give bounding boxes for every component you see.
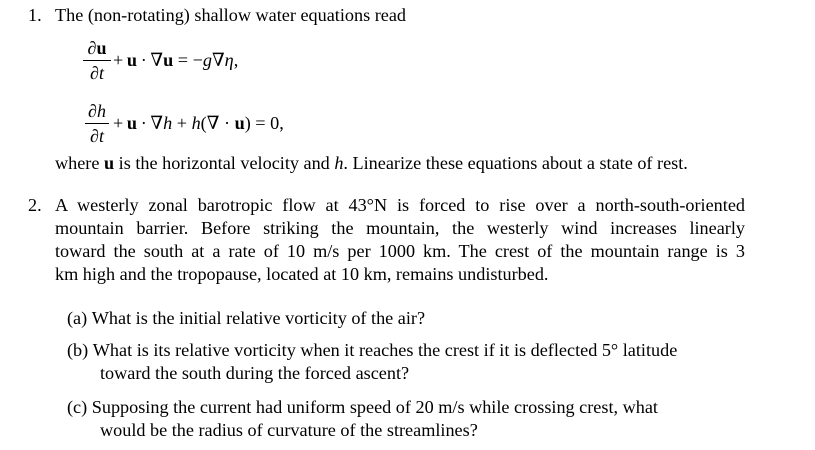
where-h: h — [334, 153, 344, 173]
problem-1-number: 1. — [28, 5, 42, 25]
part-b-continuation: toward the south during the forced ascent? — [100, 363, 410, 383]
equation-1-denominator: ∂t — [90, 63, 104, 83]
equation-2-rhs — [113, 111, 284, 135]
problem-2-text: mountain barrier. Before striking the mountain, the westerly wind increases linearly — [55, 218, 745, 238]
part-c — [67, 395, 658, 419]
eq2-dot: · — [140, 113, 147, 133]
problem-1-intro: The (non-rotating) shallow water equations read — [55, 5, 406, 25]
part-a — [67, 306, 425, 330]
problem-2-line: km high and the tropopause, located at 10 km, remains undisturbed. — [55, 264, 549, 284]
problem-2-number: 2. — [28, 195, 42, 215]
eq1-u2: u — [163, 50, 174, 70]
fraction-bar — [85, 123, 109, 124]
problem-2-text: toward the south at a rate of 10 m/s per 1000 km. The crest of the mountain range is 3 — [55, 241, 745, 261]
eq1-num-text: ∂u — [87, 38, 107, 58]
problem-2-line — [55, 239, 745, 263]
problem-1-instruction — [55, 151, 688, 175]
fraction-bar — [83, 60, 111, 61]
eq2-num-text: ∂h — [88, 101, 106, 121]
eq1-u: u — [126, 50, 138, 70]
eq1-dot: · — [140, 50, 147, 70]
eq1-g: g — [202, 50, 212, 70]
eq1-plus: + — [113, 50, 124, 70]
part-c-continuation: would be the radius of curvature of the streamlines? — [100, 420, 478, 440]
eq1-eta: η — [224, 50, 234, 70]
part-a-text: What is the initial relative vorticity of the air? — [91, 308, 426, 328]
eq1-equals: = − — [173, 50, 203, 70]
eq2-h2: h — [191, 113, 201, 133]
equation-1-numerator — [83, 37, 111, 59]
problem-2-line — [55, 193, 745, 217]
eq1-nabla2: ∇ — [211, 50, 225, 70]
where-mid: is the horizontal velocity and — [114, 153, 335, 173]
part-c-label: (c) — [67, 397, 88, 417]
part-a-label: (a) — [67, 308, 88, 328]
where-u: u — [103, 153, 115, 173]
eq1-nabla: ∇ — [150, 50, 164, 70]
equation-2-fraction — [85, 100, 109, 147]
where-post: . Linearize these equations about a state of rest. — [343, 153, 688, 173]
eq1-comma: , — [233, 50, 239, 70]
eq2-nabla: ∇ — [150, 113, 164, 133]
problem-2-text: A westerly zonal barotropic flow at 43°N is forced to rise over a north-south-oriented — [55, 195, 745, 215]
part-b — [67, 338, 677, 362]
equation-2-numerator — [85, 100, 109, 122]
where-pre: where — [55, 153, 104, 173]
part-b-label: (b) — [67, 340, 89, 360]
part-b-text: What is its relative vorticity when it reaches the crest if it is deflected 5° latitude — [92, 340, 678, 360]
eq2-u2: u — [234, 113, 245, 133]
eq2-end: ) = 0, — [244, 113, 284, 133]
eq2-h: h — [163, 113, 173, 133]
eq2-u: u — [126, 113, 138, 133]
equation-2-denominator: ∂t — [90, 126, 104, 146]
eq2-plus: + — [113, 113, 124, 133]
equation-1-fraction — [83, 37, 111, 84]
eq2-plus2: + — [172, 113, 192, 133]
equation-1-rhs — [113, 48, 238, 72]
eq2-div: (∇ · — [200, 113, 235, 133]
part-c-text: Supposing the current had uniform speed of 20 m/s while crossing crest, what — [91, 397, 658, 417]
problem-2-line — [55, 216, 745, 240]
